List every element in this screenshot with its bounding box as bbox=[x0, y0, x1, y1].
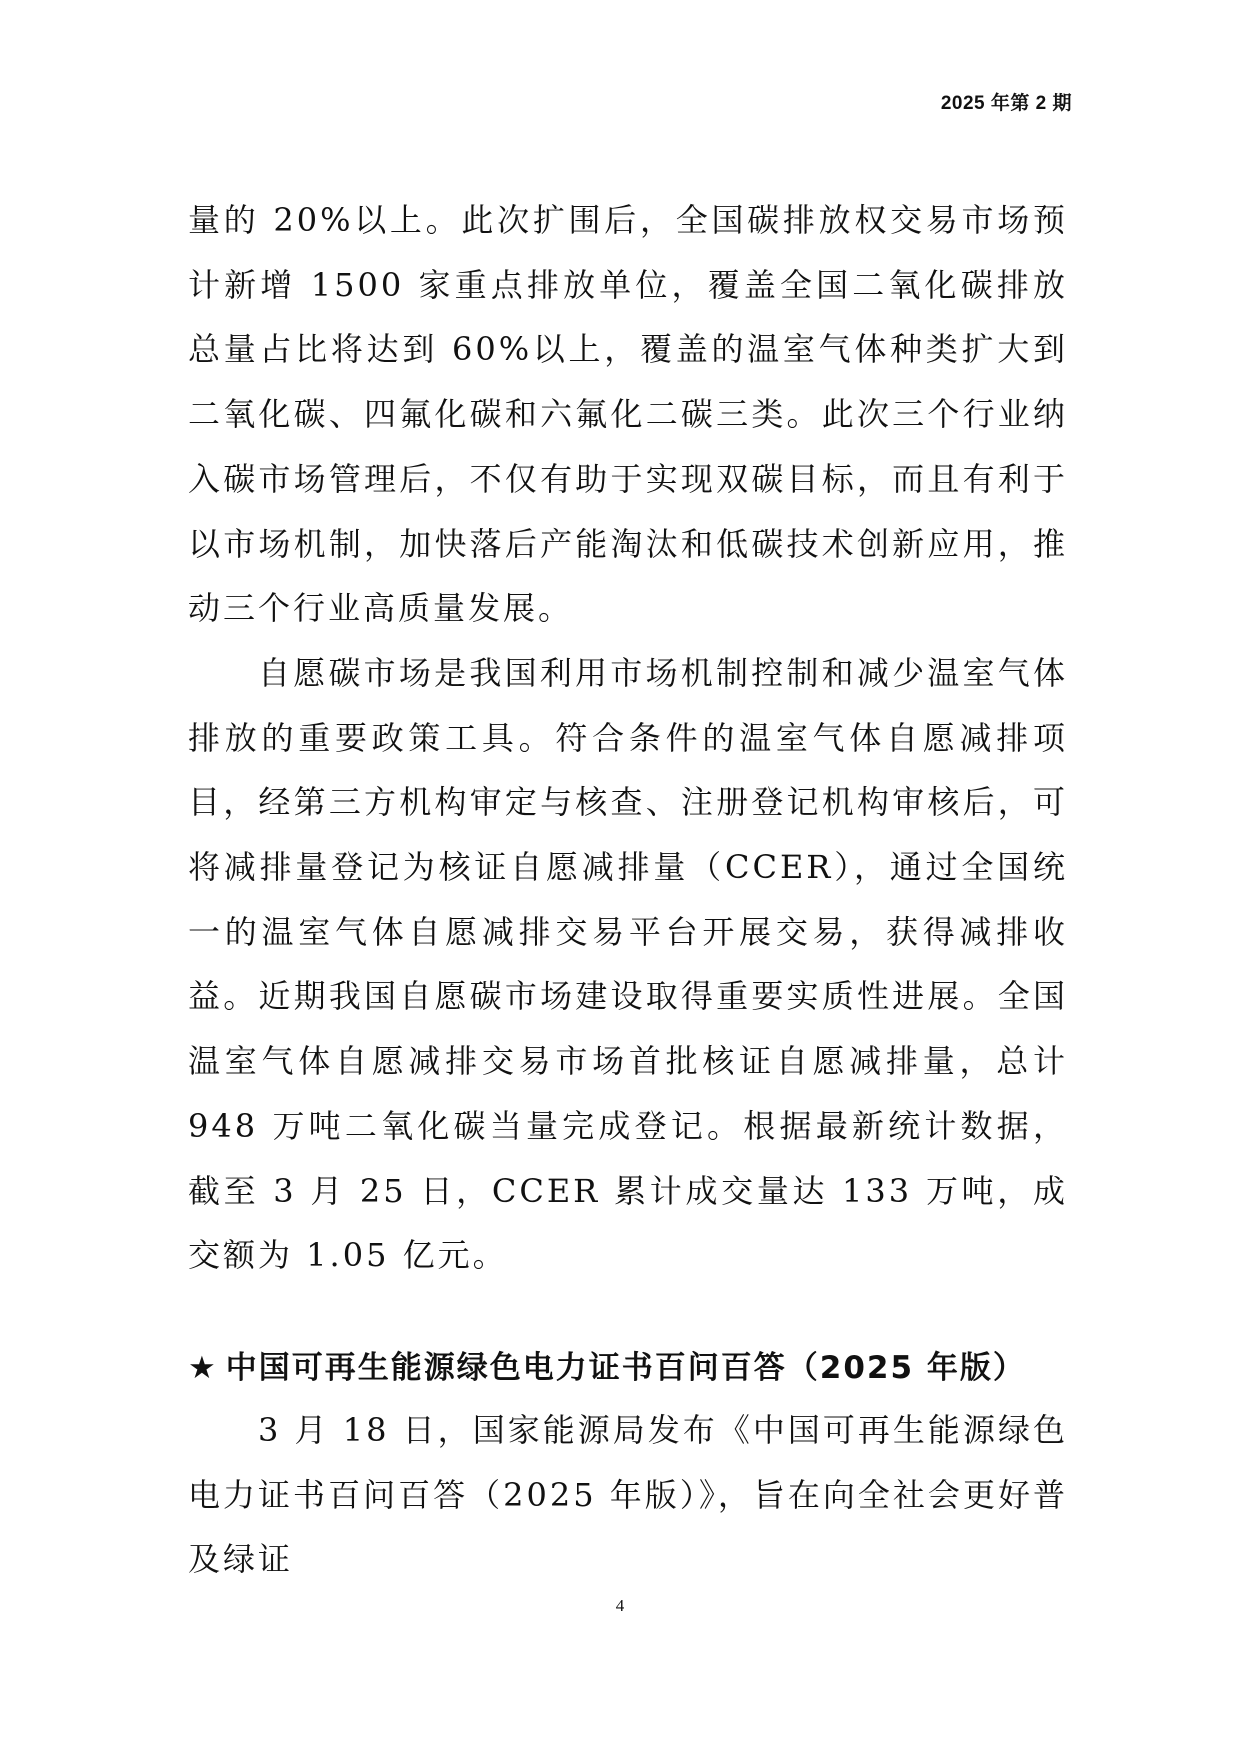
paragraph-green-certificate: 3 月 18 日，国家能源局发布《中国可再生能源绿色电力证书百问百答（2025 年版）》，旨在向全社会更好普及绿证 bbox=[188, 1410, 1068, 1579]
star-icon: ★ bbox=[188, 1349, 218, 1386]
paragraph-voluntary-carbon-market: 自愿碳市场是我国利用市场机制控制和减少温室气体排放的重要政策工具。符合条件的温室气体自愿减排项目，经第三方机构审定与核查、注册登记机构审核后，可将减排量登记为核证自愿减排量（CCER），通过全国统一的温室气体自愿减排交易平台开展交易，获得减排收益。近期我国自愿碳市场建设取得重要实质性进展。全国温室气体自愿减排交易市场首批核证自愿减排量，总计 948 万吨二氧化碳当量完成登记。根据最新统计数据，截至 3 月 25 日，CCER 累计成交量达 133 万吨，成交额为 1.05 亿元。 bbox=[188, 653, 1068, 1275]
section-heading-text: 中国可再生能源绿色电力证书百问百答（2025 年版） bbox=[225, 1349, 1026, 1386]
issue-label: 2025 年第 2 期 bbox=[940, 93, 1072, 114]
section-heading bbox=[188, 1338, 1068, 1398]
paragraph-continued: 量的 20%以上。此次扩围后，全国碳排放权交易市场预计新增 1500 家重点排放单位，覆盖全国二氧化碳排放总量占比将达到 60%以上，覆盖的温室气体种类扩大到二氧化碳、四氟化碳和六氟化二碳三类。此次三个行业纳入碳市场管理后，不仅有助于实现双碳目标，而且有利于以市场机制，加快落后产能淘汰和低碳技术创新应用，推动三个行业高质量发展。 bbox=[188, 201, 1068, 628]
page-number: 4 bbox=[615, 1596, 625, 1615]
article-body bbox=[188, 188, 1068, 1592]
